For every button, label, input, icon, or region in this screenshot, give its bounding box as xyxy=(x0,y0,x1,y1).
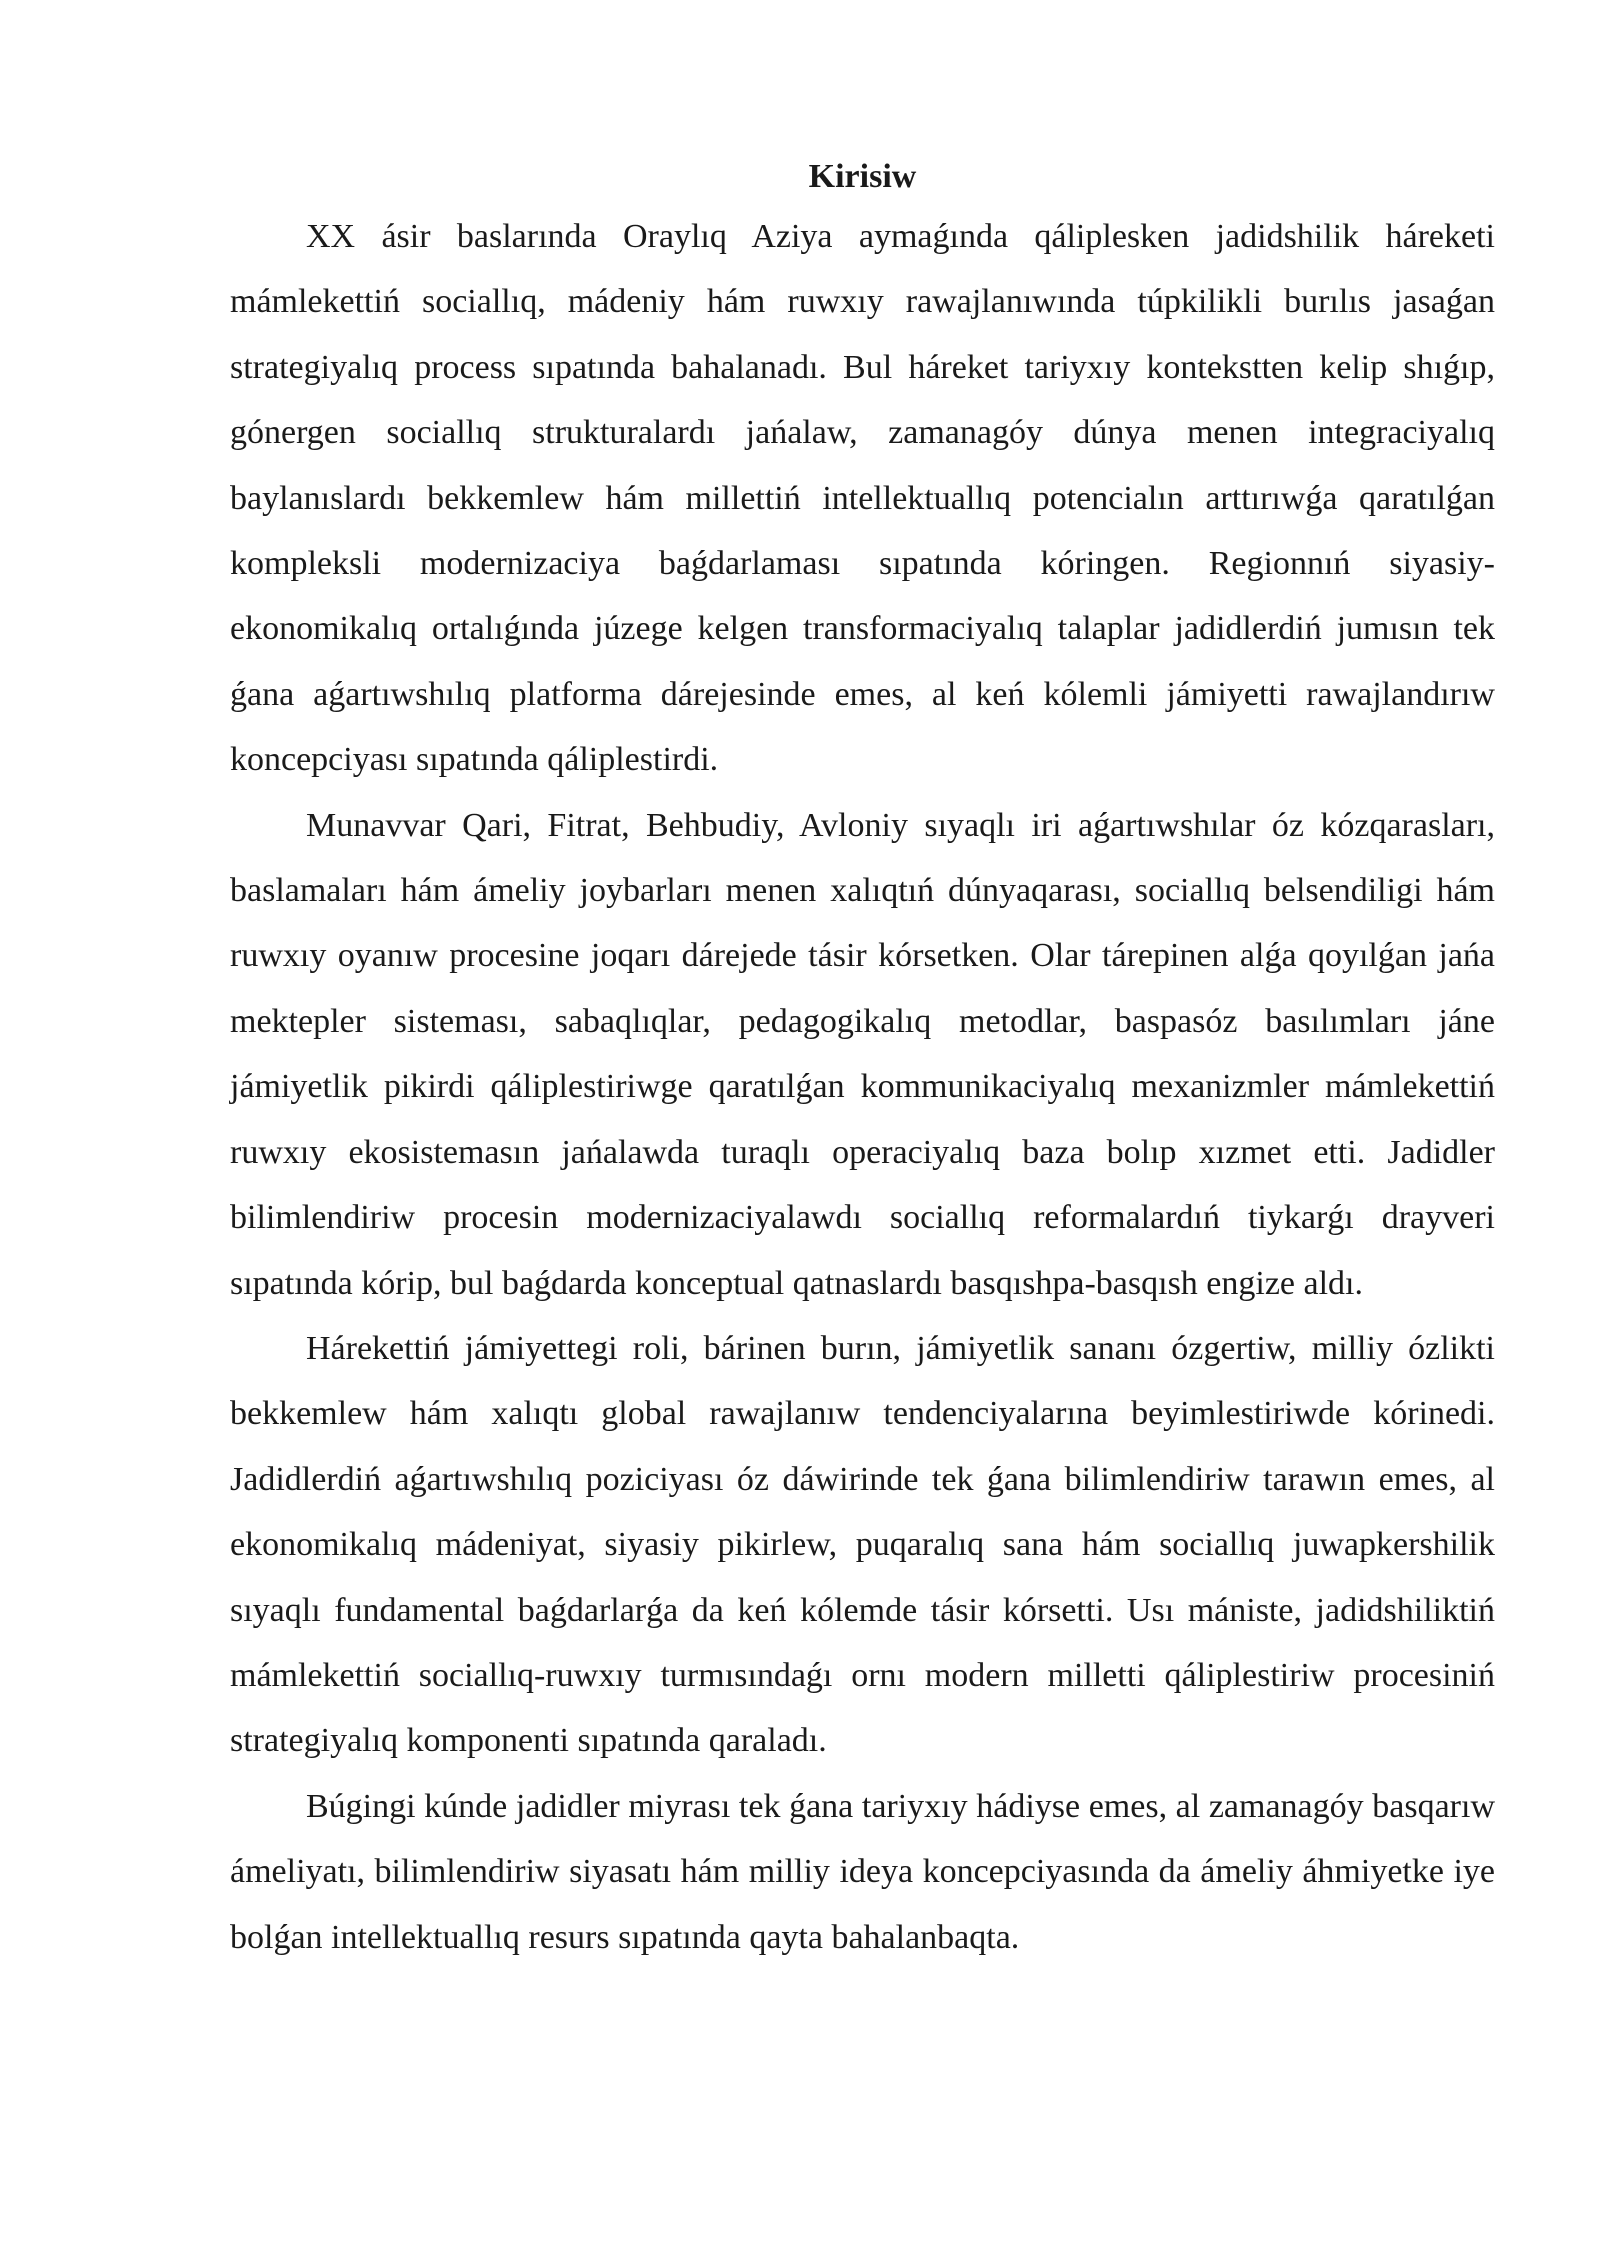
paragraph: XX ásir baslarında Oraylıq Aziya aymaǵında qálipleskеn jadidshilik háreketi mámlekettiń sociallıq, mádeniy hám ruwxıy rawajlanıwında túpkilikli burılıs jasaǵan strategiyalıq process sıpatında bahalanadı. Bul háreket tariyxıy kontekstten kelip shıǵıp, gónergen sociallıq strukturalardı jańalaw, zamanagóy dúnya menen integraciyalıq baylanıslardı bekkemlew hám millettiń intellektuallıq potencialın arttırıwǵa qaratılǵan kompleksli modernizaciya baǵdarlaması sıpatında kóringen. Regionnıń siyasiy-ekonomikalıq ortalıǵında júzege kelgen transformaciyalıq talaplar jadidlerdiń jumısın tek ǵana aǵartıwshılıq platforma dárejesinde emes, al keń kólemli jámiyetti rawajlandırıw koncepciyası sıpatında qáliplestirdi. xyxy=(230,218,1495,779)
document-body xyxy=(230,150,1495,1970)
paragraph: Munavvar Qari, Fitrat, Behbudiy, Avloniy sıyaqlı iri aǵartıwshılar óz kózqarasları, baslamaları hám ámeliy joybarları menen xalıqtıń dúnyaqarası, sociallıq belsendiligi hám ruwxıy oyanıw procesine joqarı dárejede tásir kórsetken. Olar tárepinen alǵa qoyılǵan jańa mektepler sisteması, sabaqlıqlar, pedagogikalıq metodlar, baspasóz basılımları jáne jámiyetlik pikirdi qáliplestiriwge qaratılǵan kommunikaciyalıq mexanizmler mámlekettiń ruwxıy ekosistemasın jańalawda turaqlı operaciyalıq baza bolıp xızmet etti. Jadidler bilimlendiriw procesin modernizaciyalawdı sociallıq reformalardıń tiykarǵı drayveri sıpatında kórip, bul baǵdarda konceptual qatnaslardı basqıshpa-basqısh engize aldı. xyxy=(230,806,1495,1302)
paragraph: Hárekettiń jámiyettegi roli, bárinen burın, jámiyetlik sananı ózgertiw, milliy ózlikti bekkemlew hám xalıqtı global rawajlanıw tendenciyalarına beyimlestiriwde kórinedi. Jadidlerdiń aǵartıwshılıq poziciyası óz dáwirinde tek ǵana bilimlendiriw tarawın emes, al ekonomikalıq mádeniyat, siyasiy pikirlew, puqaralıq sana hám sociallıq juwapkershilik sıyaqlı fundamental baǵdarlarǵa da keń kólemde tásir kórsetti. Usı mániste, jadidshiliktiń mámlekettiń sociallıq-ruwxıy turmısındaǵı ornı modern milletti qáliplestiriw procesiniń strategiyalıq komponenti sıpatında qaraladı. xyxy=(230,1329,1495,1760)
paragraph: Búgingi kúnde jadidler miyrası tek ǵana tariyxıy hádiyse emes, al zamanagóy basqarıw ámeliyatı, bilimlendiriw siyasatı hám milliy ideya koncepciyasında da ámeliy áhmiyetke iye bolǵan intellektuallıq resurs sıpatında qayta bahalanbaqta. xyxy=(230,1787,1495,1956)
section-title: Kirisiw xyxy=(808,158,917,195)
